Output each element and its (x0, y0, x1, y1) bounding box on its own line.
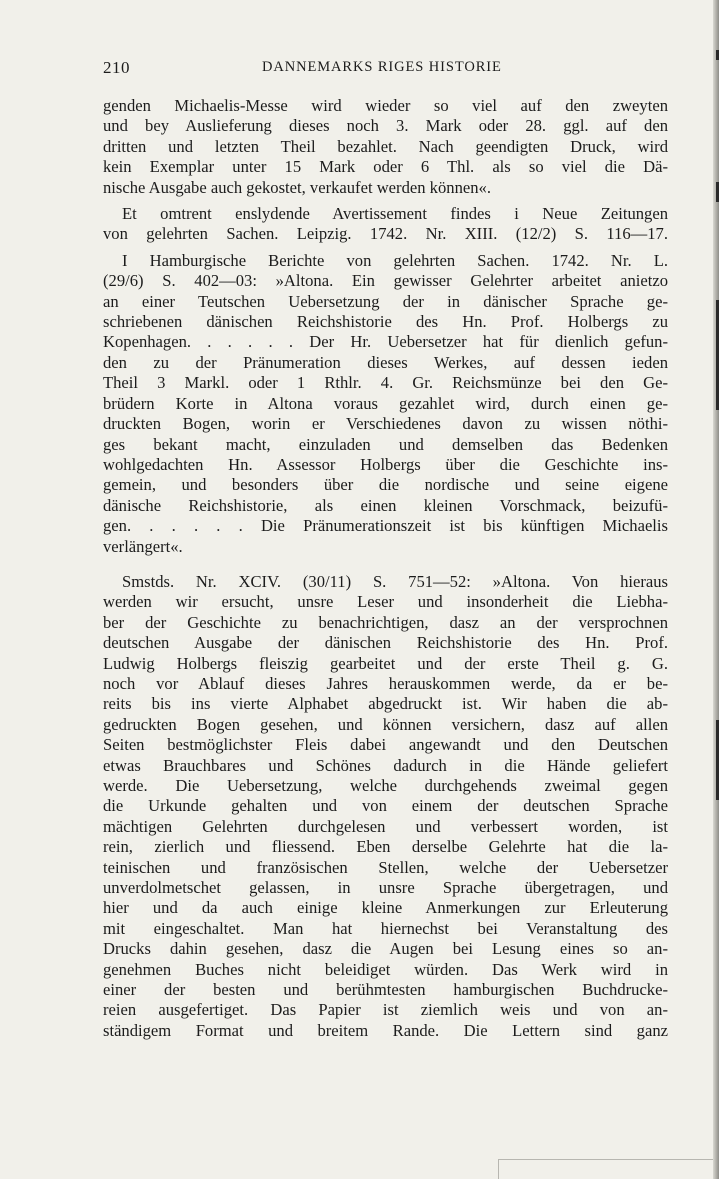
text-line: reien ausgefertiget. Das Papier ist ziemlich weis und von an- (103, 1000, 668, 1020)
scan-border-line (498, 1159, 499, 1179)
text-line: Smstds. Nr. XCIV. (30/11) S. 751—52: »Altona. Von hieraus (122, 571, 668, 591)
text-line: werden wir ersucht, unsre Leser und insonderheit die Liebha- (103, 592, 668, 612)
text-line: nische Ausgabe auch gekostet, verkaufet werden können«. (103, 177, 491, 197)
text-line: genden Michaelis-Messe wird wieder so viel auf den zweyten (103, 96, 668, 115)
text-line: Ludwig Holbergs fleiszig gearbeitet und der erste Theil g. G. (103, 653, 668, 673)
text-line: noch vor Ablauf dieses Jahres herauskommen werde, da er be- (103, 673, 668, 693)
text-line: unverdolmetschet gelassen, in unsre Sprache übergetragen, und (103, 878, 668, 898)
text-line: schriebenen dänischen Reichshistorie des Hn. Prof. Holbergs zu (103, 312, 668, 332)
text-line: rein, zierlich und fliessend. Eben derselbe Gelehrte hat die la- (103, 837, 668, 857)
text-line: die Urkunde gehalten und von einem der deutschen Sprache (103, 796, 668, 816)
body-text (103, 96, 668, 1041)
text-line: ber der Geschichte zu benachrichtigen, dasz an der versprochnen (103, 612, 668, 632)
paragraph-2 (103, 204, 668, 245)
text-line: Kopenhagen. . . . . . Der Hr. Uebersetzer hat für dienlich gefun- (103, 332, 668, 352)
text-line: etwas Brauchbares und Schönes dadurch in die Hände geliefert (103, 755, 668, 775)
text-line: I Hamburgische Berichte von gelehrten Sachen. 1742. Nr. L. (122, 250, 668, 270)
text-line: Theil 3 Markl. oder 1 Rthlr. 4. Gr. Reichsmünze bei den Ge- (103, 373, 668, 393)
text-line: kein Exemplar unter 15 Mark oder 6 Thl. als so viel die Dä- (103, 157, 668, 177)
text-line: ges bekant macht, einzuladen und demselben das Bedenken (103, 434, 668, 454)
text-line: wohlgedachten Hn. Assessor Holbergs über die Geschichte ins- (103, 454, 668, 474)
page-number: 210 (103, 58, 130, 77)
page-header (103, 58, 668, 80)
text-line: (29/6) S. 402—03: »Altona. Ein gewisser Gelehrter arbeitet anietzo (103, 271, 668, 291)
text-line: genehmen Buches nicht beleidiget würden. Das Werk wird in (103, 959, 668, 979)
text-line: und bey Auslieferung dieses noch 3. Mark oder 28. ggl. auf den (103, 116, 668, 136)
text-line: dänische Reichshistorie, als einen kleinen Vorschmack, beizufü- (103, 495, 668, 515)
text-line: Drucks dahin gesehen, dasz die Augen bei Lesung eines so an- (103, 939, 668, 959)
paragraph-1 (103, 96, 668, 198)
running-title: DANNEMARKS RIGES HISTORIE (262, 59, 502, 75)
text-line: dritten und letzten Theil bezahlet. Nach geendigten Druck, wird (103, 136, 668, 156)
paragraph-4 (103, 572, 668, 1041)
text-line: gemein, und besonders über die nordische und seine eigene (103, 475, 668, 495)
text-line: werde. Die Uebersetzung, welche durchgehends zweimal gegen (103, 776, 668, 795)
scan-border-line (498, 1159, 713, 1160)
text-line: Et omtrent enslydende Avertissement findes i Neue Zeitungen (122, 204, 668, 224)
text-line: mächtigen Gelehrten durchgelesen und verbessert worden, ist (103, 816, 668, 836)
text-line: hier und da auch einige kleine Anmerkungen zur Erleuterung (103, 898, 668, 918)
paragraph-3 (103, 251, 668, 557)
text-line: gen. . . . . . Die Pränumerationszeit ist bis künftigen Michaelis (103, 516, 668, 536)
text-line: von gelehrten Sachen. Leipzig. 1742. Nr. XIII. (12/2) S. 116—17. (103, 224, 668, 244)
page-edge (713, 0, 719, 1179)
text-line: brüdern Korte in Altona voraus gezahlet wird, durch einen ge- (103, 393, 668, 413)
text-line: teinischen und französischen Stellen, welche der Uebersetzer (103, 857, 668, 877)
text-line: an einer Teutschen Uebersetzung der in dänischer Sprache ge- (103, 291, 668, 311)
text-line: deutschen Ausgabe der dänischen Reichshistorie des Hn. Prof. (103, 633, 668, 653)
text-line: mit eingeschaltet. Man hat hiernechst bei Veranstaltung des (103, 918, 668, 938)
text-line: verlängert«. (103, 536, 183, 556)
text-line: den zu der Pränumeration dieses Werkes, auf dessen ieden (103, 352, 668, 372)
text-line: ständigem Format und breitem Rande. Die Lettern sind ganz (103, 1020, 668, 1040)
text-line: Seiten bestmöglichster Fleis dabei angewandt und den Deutschen (103, 735, 668, 755)
text-line: reits bis ins vierte Alphabet abgedruckt ist. Wir haben die ab- (103, 694, 668, 714)
text-line: gedruckten Bogen gesehen, und können versichern, dasz auf allen (103, 714, 668, 734)
text-line: einer der besten und berühmtesten hamburgischen Buchdrucke- (103, 980, 668, 1000)
text-line: druckten Bogen, worin er Verschiedenes davon zu wissen nöthi- (103, 414, 668, 434)
